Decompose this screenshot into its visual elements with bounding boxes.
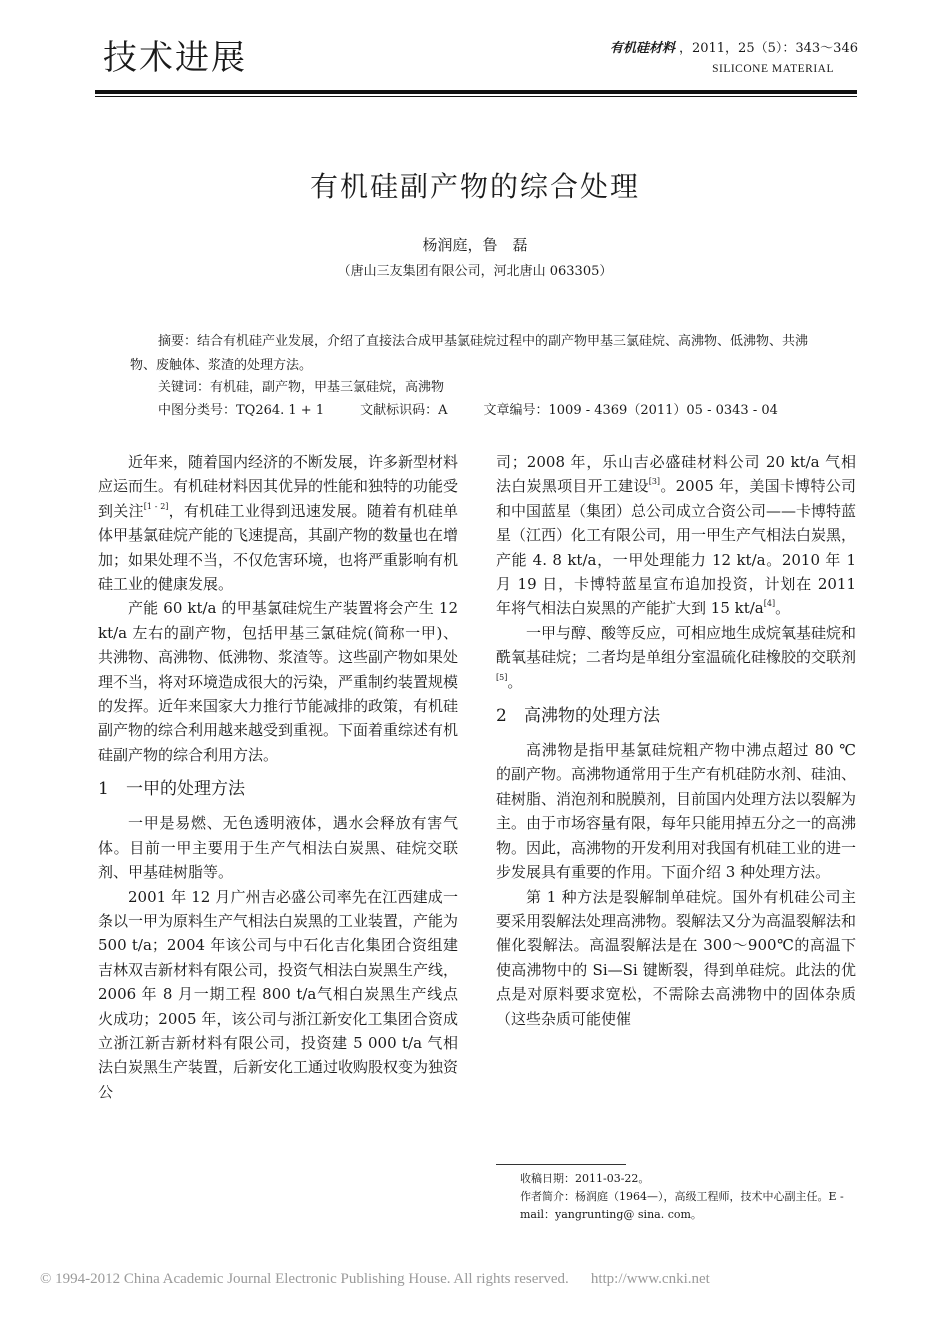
copyright-watermark [40,1271,910,1288]
cnki-link[interactable]: http://www.cnki.net [590,1271,710,1287]
author-bio: 作者简介：杨润庭（1964—），高级工程师，技术中心副主任。E - mail：yangrunting@ sina. com。 [520,1190,844,1221]
copyright-text: © 1994-2012 China Academic Journal Electronic Publishing House. All rights reserved. [40,1271,569,1287]
article-authors: 杨润庭，鲁 磊 [422,236,528,254]
body-column-right [496,450,856,1031]
section-title: 高沸物的处理方法 [524,706,660,727]
paragraph: 高沸物是指甲基氯硅烷粗产物中沸点超过 80 ℃的副产物。高沸物通常用于生产有机硅防水剂、硅油、硅树脂、消泡剂和脱膜剂，目前国内处理方法以裂解为主。由于市场容量有限，每年只能用掉五分之一的高沸物。因此，高沸物的开发利用对我国有机硅工业的进一步发展具有重要的作用。下面介绍 3 种处理方法。 [496,741,857,882]
section-heading-2 [496,703,856,729]
paragraph: 2001 年 12 月广州吉必盛公司率先在江西建成一条以一甲为原料生产气相法白炭黑的工业装置，产能为 500 t/a；2004 年该公司与中石化吉化集团合资组建吉林双吉新材料有限公司，投资气相法白炭黑生产线，2006 年 8 月一期工程 800 t/a气相白炭黑生产线点火成功；2005 年，该公司与浙江新安化工集团合资成立浙江新吉新材料有限公司，投资建 5 000 t/a 气相法白炭黑生产装置，后新安化工通过收购股权变为独资公 [98,887,459,1101]
received-date: 收稿日期：2011-03-22。 [520,1172,650,1185]
keywords: 关键词：有机硅，副产物，甲基三氯硅烷，高沸物 [158,380,445,395]
article-title: 有机硅副产物的综合处理 [309,170,640,203]
header-rule-thick [95,90,857,94]
paragraph: 一甲与醇、酸等反应，可相应地生成烷氧基硅烷和酰氧基硅烷；二者均是单组分室温硫化硅橡胶的交联剂[5]。 [496,623,857,691]
clc-number: 中图分类号：TQ264. 1 + 1 [158,403,325,418]
header-rule-thin [95,96,857,97]
author-affiliation: （唐山三友集团有限公司，河北唐山 063305） [337,264,613,279]
footnote-rule [496,1164,626,1165]
section-number: 1 [98,779,109,800]
abstract: 摘要：结合有机硅产业发展，介绍了直接法合成甲基氯硅烷过程中的副产物甲基三氯硅烷、高沸物、低沸物、共沸物、废触体、浆渣的处理方法。 [130,334,809,373]
section-number: 2 [496,706,507,727]
paragraph: 司；2008 年，乐山吉必盛硅材料公司 20 kt/a 气相法白炭黑项目开工建设[3]。2005 年，美国卡博特公司和中国蓝星（集团）总公司成立合资公司——卡博特蓝星（江西）化工有限公司，用一甲生产气相法白炭黑，产能 4. 8 kt/a，一甲处理能力 12 kt/a。2010 年 1 月 19 日，卡博特蓝星宣布追加投资，计划在 2011 年将气相法白炭黑的产能扩大到 15 kt/a[4]。 [496,453,857,618]
paragraph: 近年来，随着国内经济的不断发展，许多新型材料应运而生。有机硅材料因其优异的性能和独特的功能受到关注[1 - 2]，有机硅工业得到迅速发展。随着有机硅单体甲基氯硅烷产能的飞速提高，其副产物的数量也在增加；如果处理不当，不仅危害环境，也将严重影响有机硅工业的健康发展。 [98,453,459,594]
footnotes [520,1170,860,1224]
citation-ref[interactable]: [5] [496,672,508,682]
classification-line [158,399,858,423]
journal-citation [610,37,858,56]
article-number: 文章编号：1009 - 4369（2011）05 - 0343 - 04 [483,403,778,418]
citation-ref[interactable]: [1 - 2] [143,501,169,511]
paragraph: 一甲是易燃、无色透明液体，遇水会释放有害气体。目前一甲主要用于生产气相法白炭黑、硅烷交联剂、甲基硅树脂等。 [98,814,458,882]
body-column-left [98,450,458,1104]
citation-ref[interactable]: [4] [763,599,776,609]
paragraph: 第 1 种方法是裂解制单硅烷。国外有机硅公司主要采用裂解法处理高沸物。裂解法又分为高温裂解法和催化裂解法。高温裂解法是在 300～900℃的高温下使高沸物中的 Si—Si 键断裂，得到单硅烷。此法的优点是对原料要求宽松，不需除去高沸物中的固体杂质（这些杂质可能使催 [496,887,857,1028]
document-code: 文献标识码：A [360,403,448,418]
section-title: 一甲的处理方法 [126,779,245,800]
journal-english-name: SILICONE MATERIAL [712,63,834,75]
section-label: 技术进展 [103,38,247,78]
paragraph: 产能 60 kt/a 的甲基氯硅烷生产装置将会产生 12 kt/a 左右的副产物，包括甲基三氯硅烷(简称一甲)、共沸物、高沸物、低沸物、浆渣等。这些副产物如果处理不当，将对环境造成很大的污染，严重制约装置规模的发挥。近年来国家大力推行节能减排的政策，有机硅副产物的综合利用越来越受到重视。下面着重综述有机硅副产物的综合利用方法。 [98,599,459,764]
journal-logo: 有机硅材料 [609,41,675,56]
section-heading-1 [98,776,458,802]
journal-volume-pages: ，2011，25（5）：343～346 [678,41,858,56]
citation-ref[interactable]: [3] [648,477,661,487]
